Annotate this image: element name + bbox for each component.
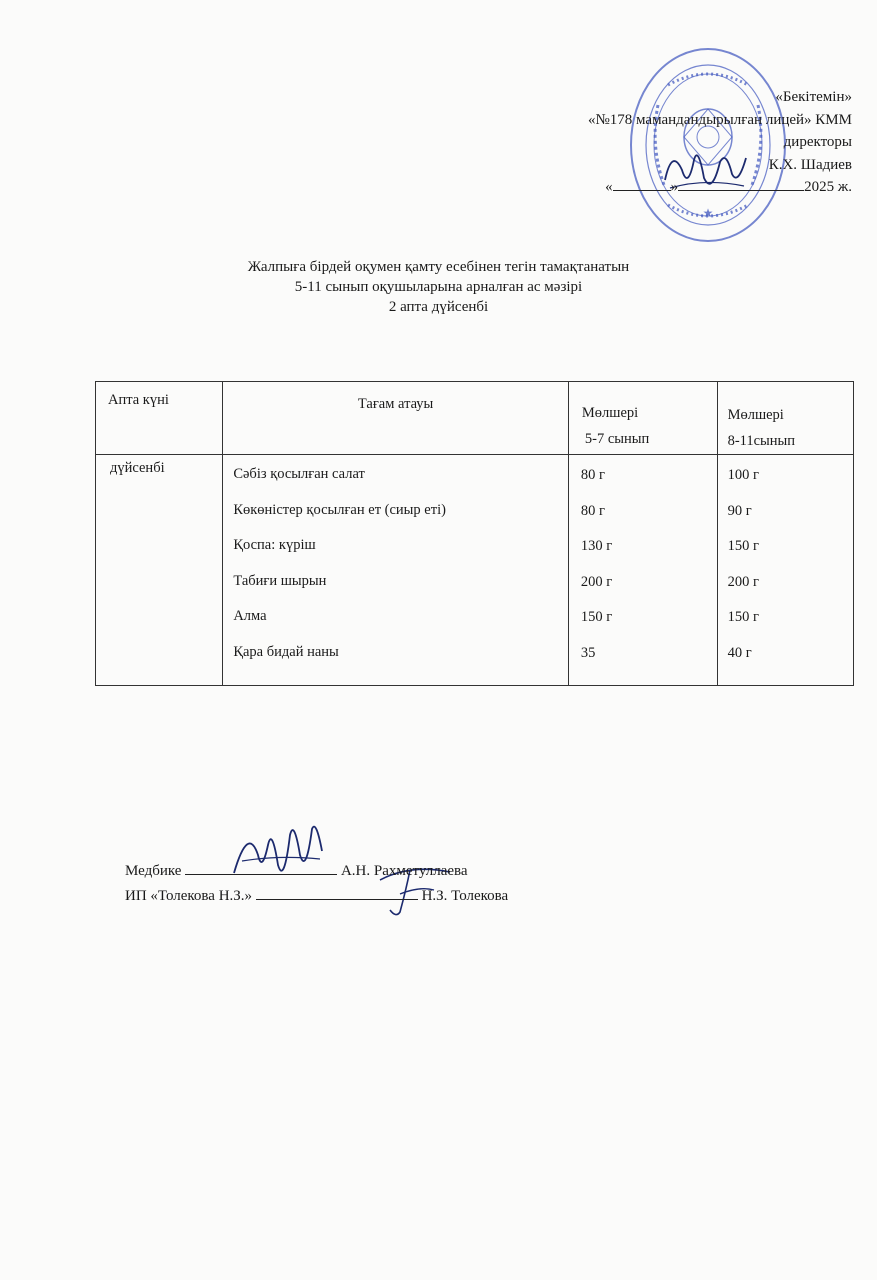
ip-name: Н.З. Толекова	[421, 888, 509, 904]
qty-value: 200 г	[580, 573, 613, 590]
institution-name: «№178 мамандандырылған лицей» КММ	[587, 111, 852, 128]
qty-5-7-cell	[568, 455, 717, 686]
nurse-role: Медбике	[125, 863, 182, 879]
title-line-1: Жалпыға бірдей оқумен қамту есебінен тегін тамақтанатын	[247, 259, 630, 275]
nurse-sign-blank	[185, 860, 337, 875]
qty-value: 80 г	[580, 467, 605, 483]
qty-value: 150 г	[727, 609, 759, 625]
ip-role: ИП «Толекова Н.З.»	[125, 888, 253, 904]
day-cell: дүйсенбі	[96, 455, 223, 686]
header-qty-5-7-grade: 5-7 сынып	[584, 431, 650, 447]
date-month-blank	[678, 176, 804, 191]
approval-heading: «Бекітемін»	[775, 89, 852, 105]
document-title	[0, 257, 877, 317]
qty-value: 100 г	[727, 467, 759, 483]
date-quote-open: «	[605, 179, 613, 195]
title-line-2: 5-11 сынып оқушыларына арналған ас мәзірі	[294, 279, 583, 295]
qty-8-11-list	[718, 455, 853, 678]
qty-value: 35	[580, 644, 596, 661]
title-line-3: 2 апта дүйсенбі	[388, 299, 489, 315]
header-qty-8-11-label: Мөлшері	[727, 407, 784, 423]
signatures-block	[125, 859, 508, 909]
dish-item: Қоспа: күріш	[233, 537, 316, 553]
header-dish: Тағам атауы	[223, 382, 569, 455]
date-day-blank	[613, 176, 671, 191]
dish-cell	[223, 455, 569, 686]
qty-8-11-cell	[717, 455, 853, 686]
approval-date	[588, 176, 852, 199]
header-day: Апта күні	[96, 382, 223, 455]
dish-item: Қара бидай наны	[233, 643, 339, 660]
header-qty-5-7-label: Мөлшері	[581, 405, 639, 421]
dish-item: Көкөністер қосылған ет (сиыр еті)	[233, 501, 446, 518]
qty-value: 90 г	[727, 502, 752, 519]
dish-item: Сәбіз қосылған салат	[233, 466, 365, 482]
menu-table	[95, 381, 854, 686]
nurse-signature-line	[125, 859, 508, 884]
ip-sign-blank	[256, 885, 418, 900]
header-qty-5-7	[568, 382, 717, 455]
qty-5-7-list	[569, 455, 717, 678]
header-qty-8-11-grade: 8-11сынып	[727, 433, 796, 449]
qty-value: 130 г	[580, 538, 613, 554]
nurse-name: А.Н. Рахметуллаева	[340, 863, 468, 879]
qty-value: 40 г	[727, 644, 752, 661]
dish-item: Табиғи шырын	[233, 572, 327, 589]
qty-value: 200 г	[727, 573, 759, 590]
director-title: директоры	[783, 134, 852, 150]
header-qty-8-11	[717, 382, 853, 455]
approval-block	[588, 86, 852, 199]
date-quote-close: »	[670, 179, 679, 195]
ip-signature-line	[125, 884, 508, 909]
dish-list	[223, 455, 568, 677]
qty-value: 80 г	[580, 502, 605, 519]
director-name: К.Х. Шадиев	[768, 156, 852, 173]
svg-text:★: ★	[702, 206, 714, 220]
qty-value: 150 г	[580, 609, 613, 625]
table-header-row	[96, 382, 854, 455]
qty-value: 150 г	[727, 538, 759, 554]
dish-item: Алма	[233, 608, 267, 624]
date-year: 2025 ж.	[804, 179, 852, 195]
table-row	[96, 455, 854, 686]
